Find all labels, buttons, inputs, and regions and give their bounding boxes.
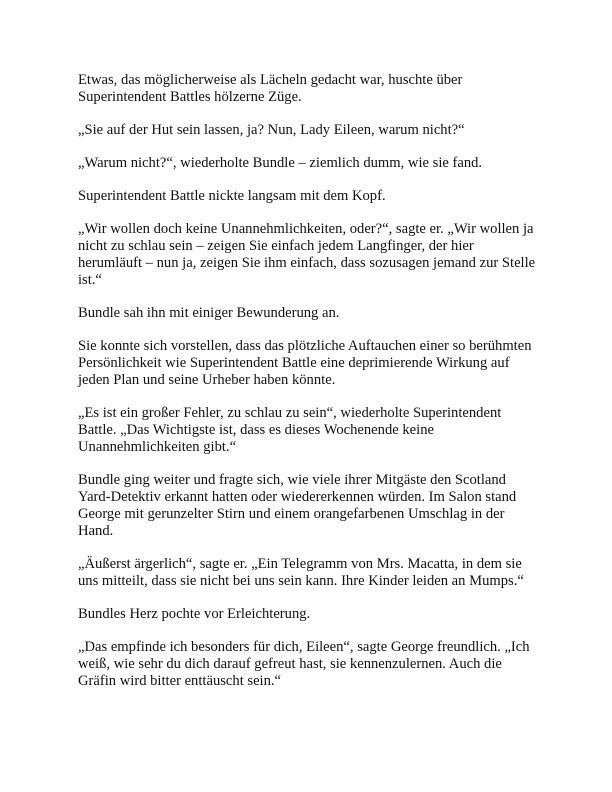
paragraph-6: Bundle sah ihn mit einiger Bewunderung an. [78, 305, 340, 321]
paragraph-3: „Warum nicht?“, wiederholte Bundle – ziemlich dumm, wie sie fand. [78, 155, 483, 171]
document-page [78, 72, 540, 706]
paragraph-2: „Sie auf der Hut sein lassen, ja? Nun, Lady Eileen, warum nicht?“ [78, 122, 465, 138]
paragraph-5: „Wir wollen doch keine Unannehmlichkeiten, oder?“, sagte er. „Wir wollen ja nicht zu schlau sein – zeigen Sie einfach jedem Langfinger, der hier herumläuft – nun ja, zeigen Sie ihm einfach, dass sozusagen jemand zur Stelle ist.“ [78, 221, 536, 288]
paragraph-7: Sie konnte sich vorstellen, dass das plötzliche Auftauchen einer so berühmten Persönlichkeit wie Superintendent Battle eine deprimierende Wirkung auf jeden Plan und seine Urheber haben könnte. [78, 338, 532, 388]
paragraph-4: Superintendent Battle nickte langsam mit dem Kopf. [78, 188, 386, 204]
paragraph-1: Etwas, das möglicherweise als Lächeln gedacht war, huschte über Superintendent Battles hölzerne Züge. [78, 72, 463, 105]
paragraph-11: Bundles Herz pochte vor Erleichterung. [78, 606, 311, 622]
paragraph-12: „Das empfinde ich besonders für dich, Eileen“, sagte George freundlich. „Ich weiß, wie sehr du dich darauf gefreut hast, sie kennenzulernen. Auch die Gräfin wird bitter enttäuscht sein.“ [78, 639, 530, 689]
paragraph-8: „Es ist ein großer Fehler, zu schlau zu sein“, wiederholte Superintendent Battle. „Das Wichtigste ist, dass es dieses Wochenende keine Unannehmlichkeiten gibt.“ [78, 405, 502, 455]
paragraph-10: „Äußerst ärgerlich“, sagte er. „Ein Telegramm von Mrs. Macatta, in dem sie uns mitteilt, dass sie nicht bei uns sein kann. Ihre Kinder leiden an Mumps.“ [78, 556, 524, 589]
paragraph-9: Bundle ging weiter und fragte sich, wie viele ihrer Mitgäste den Scotland Yard-Detektiv erkannt hatten oder wiedererkennen würden. Im Salon stand George mit gerunzelter Stirn und einem orangefarbenen Umschlag in der Hand. [78, 472, 517, 539]
